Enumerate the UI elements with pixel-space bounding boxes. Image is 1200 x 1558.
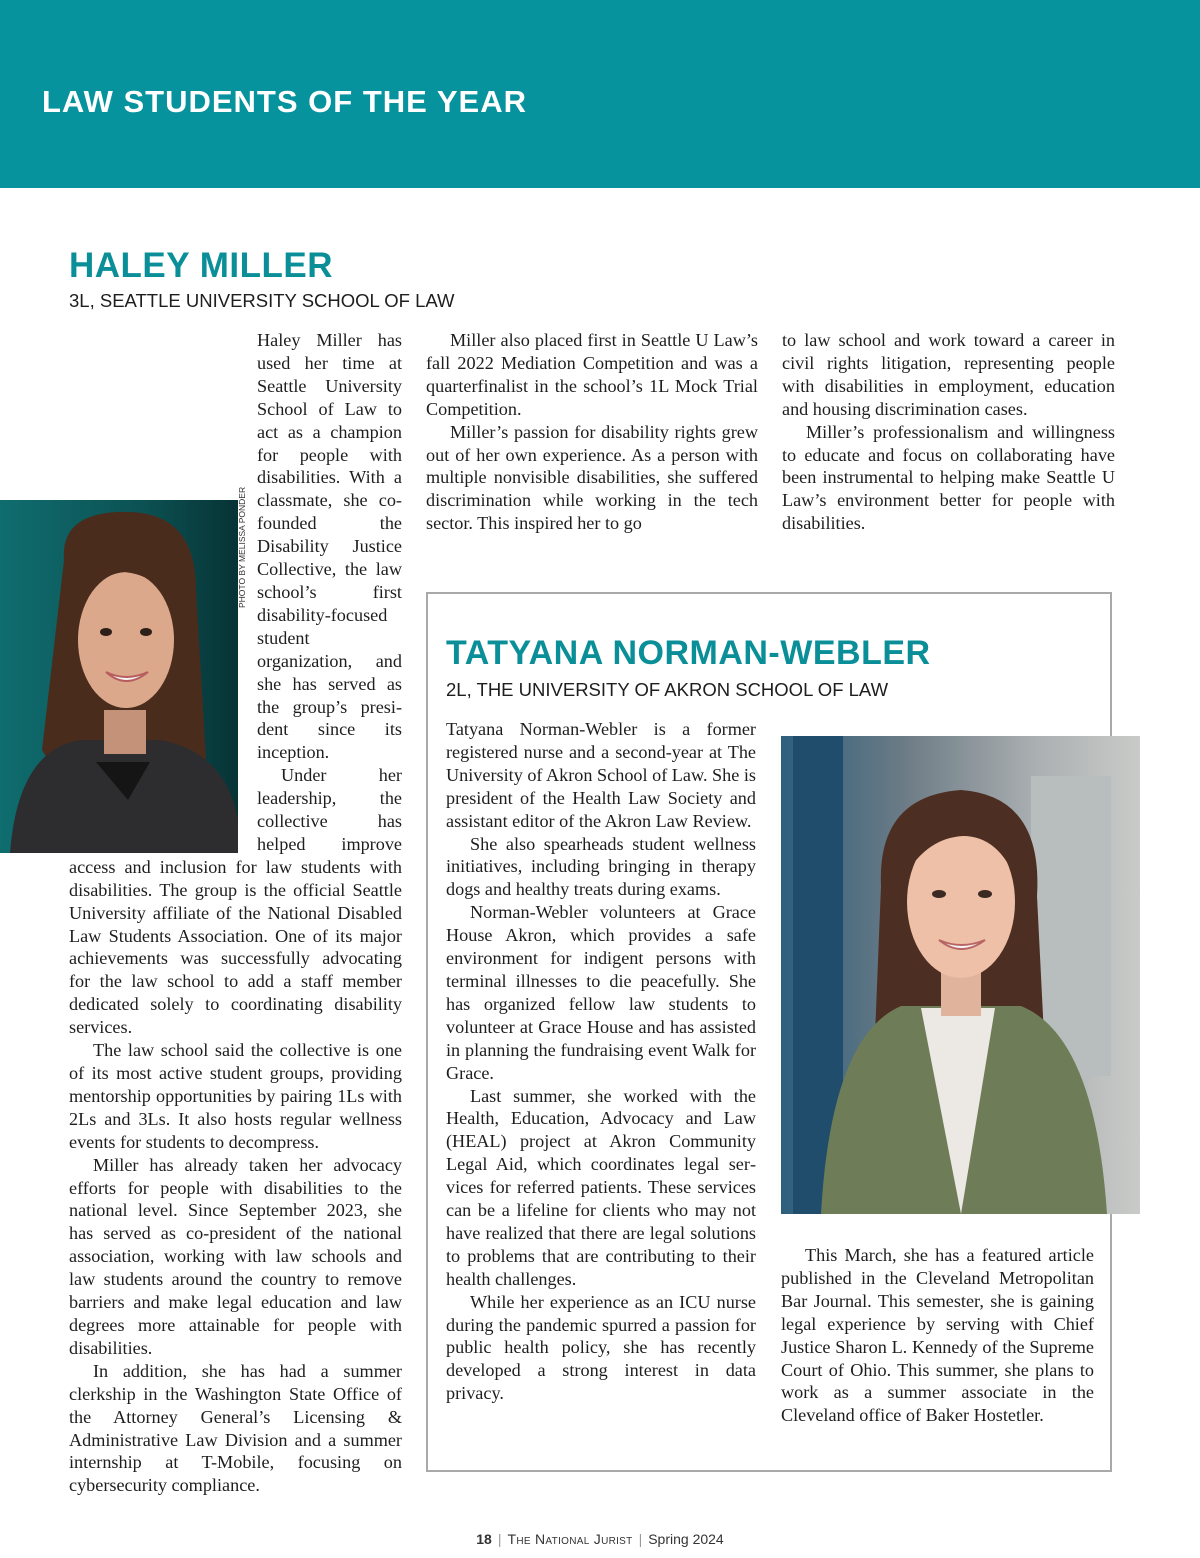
section-title: LAW STUDENTS OF THE YEAR bbox=[42, 84, 528, 119]
student2-column-2 bbox=[781, 1244, 1094, 1427]
student1-portrait-photo bbox=[0, 500, 238, 853]
issue-date: Spring 2024 bbox=[648, 1531, 724, 1547]
student2-portrait-photo bbox=[781, 736, 1140, 1214]
student2-column-1 bbox=[446, 718, 756, 1405]
magazine-name: The National Jurist bbox=[507, 1531, 633, 1547]
portrait-illustration bbox=[0, 500, 238, 853]
article-paragraph: In addition, she has had a summer clerkship in the Washington State Office of the Attorney General’s Licensing & Administrative Law Division and a summer internship at T-Mobile, focusing on cybersecurity compliance. bbox=[69, 1360, 402, 1496]
article-paragraph: to law school and work toward a career in civil rights litigation, representing people with disabilities in employment, education and housing discrimination cases. bbox=[782, 330, 1115, 419]
article-paragraph: Miller also placed first in Seattle U Law’s fall 2022 Mediation Competition and was a quarterfinalist in the school’s 1L Mock Trial Competition. bbox=[426, 330, 758, 419]
article-paragraph: Miller has already taken her advocacy efforts for people with disabilities to the national level. Since September 2023, she has served as co-president of the national association, working with law schools and law students around the country to remove barriers and make legal education and law degrees more attainable for people with disabilities. bbox=[69, 1154, 402, 1358]
article-paragraph: Under her leadership, the collective has helped improve access and inclusion for law students with disabilities. The group is the official Seattle University affiliate of the National Disabled Law Students Association. One of its major achievements was successfully advocating for the law school to add a staff member dedicated solely to coordinating disability services. bbox=[69, 765, 402, 1038]
article-paragraph: Tatyana Norman-Webler is a former registered nurse and a second-year at The University of Akron School of Law. She is president of the Health Law Society and assistant editor of the Akron Law Review. bbox=[446, 719, 756, 831]
footer-divider: | bbox=[497, 1531, 502, 1547]
article-paragraph: Haley Miller has used her time at Seattle University School of Law to act as a champion for people with disabilities. With a classmate, she co-founded the Disability Justice Collective, the law school’s first disability-focused student organization, and she has served as the group’s president since its inception. bbox=[257, 330, 402, 763]
student1-column-2 bbox=[426, 329, 758, 535]
page-number: 18 bbox=[476, 1531, 492, 1547]
portrait-illustration bbox=[781, 736, 1140, 1214]
article-paragraph: This March, she has a featured article published in the Cleveland Metropolitan Bar Journal. This semester, she is gaining legal experience by serving with Chief Justice Sharon L. Kennedy of the Supreme Court of Ohio. This summer, she plans to work as a summer associate in the Cleveland office of Baker Hostetler. bbox=[781, 1245, 1094, 1426]
header-banner bbox=[0, 0, 1200, 188]
footer-divider: | bbox=[638, 1531, 643, 1547]
page-footer bbox=[0, 1531, 1200, 1547]
article-paragraph: She also spearheads student wellness initiatives, including bringing in therapy dogs and healthy treats during exams. bbox=[446, 833, 756, 900]
student1-column-3 bbox=[782, 329, 1115, 535]
article-paragraph: The law school said the collective is one of its most active student groups, providing mentorship opportunities by pairing 1Ls with 2Ls and 3Ls. It also hosts regular wellness events for students to decompress. bbox=[69, 1040, 402, 1152]
student1-name: HALEY MILLER bbox=[69, 246, 333, 285]
student2-name: TATYANA NORMAN-WEBLER bbox=[446, 634, 931, 672]
article-paragraph: Miller’s passion for disability rights grew out of her own experience. As a person with multiple nonvisible disabilities, she suffered discrimination while working in the tech sector. This inspired her to go bbox=[426, 421, 758, 534]
student1-school: 3L, SEATTLE UNIVERSITY SCHOOL OF LAW bbox=[69, 290, 455, 311]
article-paragraph: While her experience as an ICU nurse during the pandemic spurred a passion for public health policy, she has recently developed a strong interest in data privacy. bbox=[446, 1291, 756, 1404]
article-paragraph: Last summer, she worked with the Health, Education, Advocacy and Law (HEAL) project at Akron Community Legal Aid, which coordinates legal services for referred patients. These services can be a lifeline for clients who may not have realized that there are legal solutions to problems that are contributing to their health challenges. bbox=[446, 1085, 756, 1289]
article-paragraph: Miller’s professionalism and willingness to educate and focus on collaborating have been instrumental to helping make Seattle U Law’s environment better for people with disabilities. bbox=[782, 421, 1115, 534]
photo-credit: PHOTO BY MELISSA PONDER bbox=[237, 486, 247, 608]
student2-school: 2L, THE UNIVERSITY OF AKRON SCHOOL OF LAW bbox=[446, 679, 889, 700]
article-paragraph: Norman-Webler volunteers at Grace House Akron, which provides a safe environment for indigent persons with terminal illnesses to die peacefully. She has organized fellow law students to volunteer at Grace House and has assisted in planning the fundraising event Walk for Grace. bbox=[446, 902, 756, 1083]
